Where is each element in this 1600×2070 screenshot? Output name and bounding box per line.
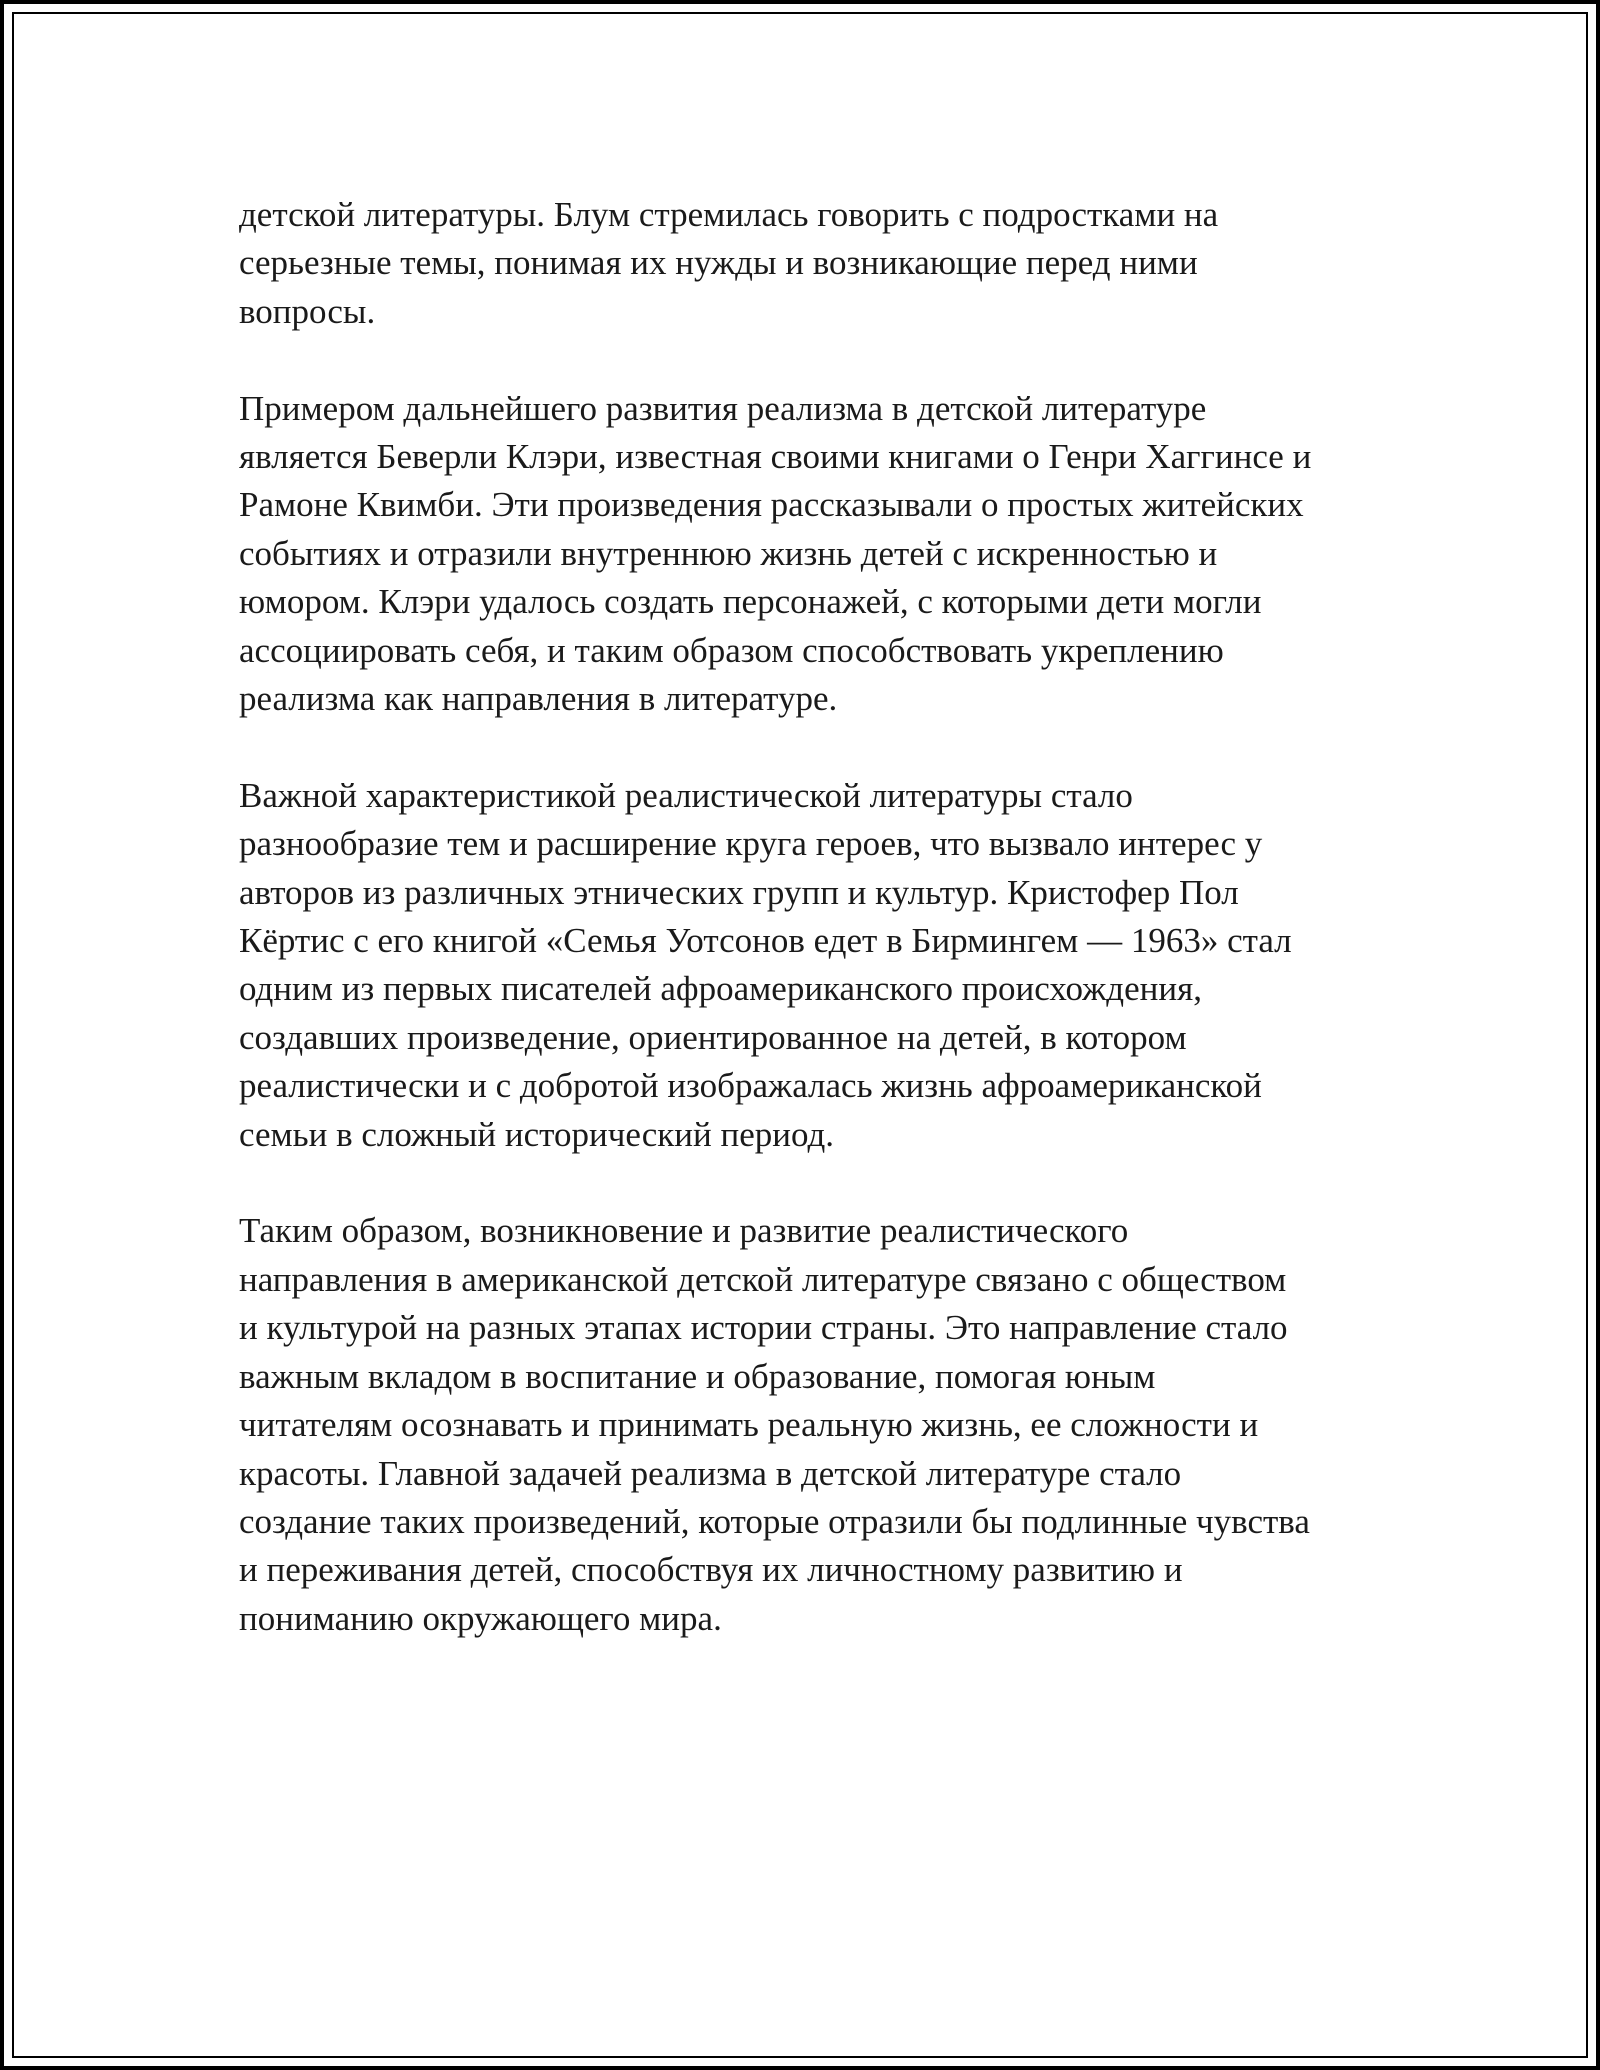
paragraph: Таким образом, возникновение и развитие реалистического направления в американской детской литературе связано с обществом и культурой на разных этапах истории страны. Это направление стало важным вкладом в воспитание и образование, помогая юным читателям осознавать и принимать реальную жизнь, ее сложности и красоты. Главной задачей реализма в детской литературе стало создание таких произведений, которые отразили бы подлинные чувства и переживания детей, способствуя их личностному развитию и пониманию окружающего мира. <box>239 1211 1310 1638</box>
document-body <box>239 191 1389 1692</box>
paragraph: Примером дальнейшего развития реализма в детской литературе является Беверли Клэри, известная своими книгами о Генри Хаггинсе и Рамоне Квимби. Эти произведения рассказывали о простых житейских событиях и отразили внутреннюю жизнь детей с искренностью и юмором. Клэри удалось создать персонажей, с которыми дети могли ассоциировать себя, и таким образом способствовать укреплению реализма как направления в литературе. <box>239 388 1312 719</box>
paragraph: детской литературы. Блум стремилась говорить с подростками на серьезные темы, понимая их нужды и возникающие перед ними вопросы. <box>239 195 1219 331</box>
paragraph: Важной характеристикой реалистической литературы стало разнообразие тем и расширение круга героев, что вызвало интерес у авторов из различных этнических групп и культур. Кристофер Пол Кёртис с его книгой «Семья Уотсонов едет в Бирмингем — 1963» стал одним из первых писателей афроамериканского происхождения, создавших произведение, ориентированное на детей, в котором реалистически и с добротой изображалась жизнь афроамериканской семьи в сложный исторический период. <box>239 775 1292 1154</box>
